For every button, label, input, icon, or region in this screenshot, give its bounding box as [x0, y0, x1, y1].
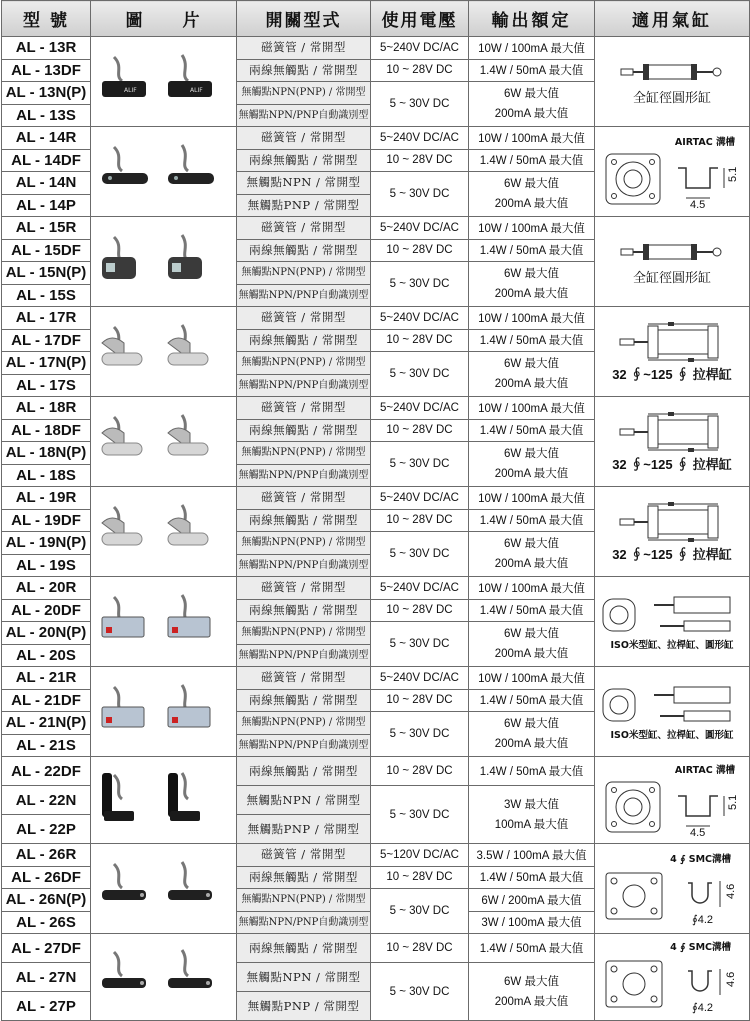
svg-text:ALIF: ALIF: [189, 86, 203, 94]
cylinder-label: 32 ∮~125 ∮ 拉桿缸: [612, 457, 732, 472]
model-cell: AL - 18S: [2, 464, 91, 487]
switch-type-cell: 無觸點NPN / 常開型: [237, 963, 371, 992]
svg-text:4.5: 4.5: [690, 827, 706, 838]
table-row: [2, 217, 750, 240]
voltage-cell: 5 ~ 30V DC: [371, 889, 469, 934]
output-cell: 1.4W / 50mA 最大值: [469, 149, 595, 172]
model-cell: AL - 15R: [2, 217, 91, 240]
switch-type-cell: 無觸點NPN/PNP自動識別型: [237, 374, 371, 397]
sensor-image: [91, 317, 236, 387]
model-cell: AL - 21DF: [2, 689, 91, 712]
model-cell: AL - 14DF: [2, 149, 91, 172]
output-cell: 1.4W / 50mA 最大值: [469, 419, 595, 442]
sensor-image: [91, 227, 236, 297]
model-cell: AL - 26R: [2, 844, 91, 867]
cylinder-label: AIRTAC 溝槽: [674, 765, 735, 776]
output-cell: 1.4W / 50mA 最大值: [469, 239, 595, 262]
svg-text:∮4.2: ∮4.2: [692, 913, 714, 926]
switch-type-cell: 無觸點NPN / 常開型: [237, 786, 371, 815]
switch-type-cell: 磁簧管 / 常開型: [237, 667, 371, 690]
switch-type-cell: 無觸點NPN(PNP) / 常開型: [237, 712, 371, 735]
cylinder-cell: [595, 844, 750, 934]
sensor-image: [91, 137, 236, 207]
voltage-cell: 5~240V DC/AC: [371, 397, 469, 420]
output-cell: 6W / 200mA 最大值: [469, 889, 595, 912]
output-power: 3W 最大值: [504, 798, 559, 811]
model-cell: AL - 20N(P): [2, 622, 91, 645]
switch-type-cell: 兩線無觸點 / 常開型: [237, 419, 371, 442]
voltage-cell: 10 ~ 28V DC: [371, 757, 469, 786]
output-power: 6W 最大值: [504, 178, 559, 190]
product-photo: [91, 667, 237, 757]
switch-type-cell: 無觸點PNP / 常開型: [237, 194, 371, 217]
output-cell: 1.4W / 50mA 最大值: [469, 689, 595, 712]
svg-text:4.6: 4.6: [725, 971, 737, 987]
output-cell: 10W / 100mA 最大值: [469, 397, 595, 420]
table-row: [2, 397, 750, 420]
output-cell: 10W / 100mA 最大值: [469, 577, 595, 600]
voltage-cell: 5 ~ 30V DC: [371, 442, 469, 487]
switch-type-cell: 兩線無觸點 / 常開型: [237, 239, 371, 262]
sensor-image: [91, 497, 236, 567]
switch-type-cell: 磁簧管 / 常開型: [237, 127, 371, 150]
cylinder-cell: [595, 487, 750, 577]
output-cell: [469, 352, 595, 397]
model-cell: AL - 22DF: [2, 757, 91, 786]
header-output: 輸出額定: [469, 1, 595, 37]
model-cell: AL - 27DF: [2, 934, 91, 963]
output-cell: 10W / 100mA 最大值: [469, 487, 595, 510]
voltage-cell: 5~240V DC/AC: [371, 667, 469, 690]
cylinder-label: ISO米型缸、拉桿缸、圓形缸: [610, 729, 734, 741]
table-row: [2, 487, 750, 510]
switch-type-cell: 兩線無觸點 / 常開型: [237, 866, 371, 889]
model-cell: AL - 19S: [2, 554, 91, 577]
model-cell: AL - 17N(P): [2, 352, 91, 375]
switch-type-cell: 兩線無觸點 / 常開型: [237, 149, 371, 172]
output-current: 100mA 最大值: [494, 818, 569, 831]
output-cell: 1.4W / 50mA 最大值: [469, 599, 595, 622]
voltage-cell: 10 ~ 28V DC: [371, 866, 469, 889]
output-power: 6W 最大值: [504, 268, 559, 280]
product-photo: [91, 577, 237, 667]
switch-type-cell: 磁簧管 / 常開型: [237, 577, 371, 600]
switch-type-cell: 無觸點PNP / 常開型: [237, 992, 371, 1021]
cylinder-cell: [595, 307, 750, 397]
model-cell: AL - 13N(P): [2, 82, 91, 105]
product-photo: [91, 757, 237, 844]
cylinder-cell: [595, 757, 750, 844]
cylinder-label: AIRTAC 溝槽: [674, 136, 735, 148]
output-cell: [469, 262, 595, 307]
table-row: [2, 934, 750, 963]
switch-type-cell: 磁簧管 / 常開型: [237, 307, 371, 330]
header-model: 型 號: [2, 1, 91, 37]
product-photo: [91, 127, 237, 217]
switch-type-cell: 兩線無觸點 / 常開型: [237, 599, 371, 622]
output-cell: 10W / 100mA 最大值: [469, 307, 595, 330]
voltage-cell: 5 ~ 30V DC: [371, 82, 469, 127]
product-photo: [91, 37, 237, 127]
model-cell: AL - 13S: [2, 104, 91, 127]
output-cell: 10W / 100mA 最大值: [469, 37, 595, 60]
svg-text:5.1: 5.1: [727, 166, 739, 182]
voltage-cell: 5~240V DC/AC: [371, 37, 469, 60]
smc-slot-diagram: [595, 865, 749, 927]
output-cell: 1.4W / 50mA 最大值: [469, 757, 595, 786]
model-cell: AL - 19DF: [2, 509, 91, 532]
model-cell: AL - 15DF: [2, 239, 91, 262]
cylinder-label: 4 ∮ SMC溝槽: [670, 942, 731, 953]
output-current: 200mA 最大值: [494, 648, 569, 660]
model-cell: AL - 26S: [2, 911, 91, 934]
voltage-cell: 5~240V DC/AC: [371, 487, 469, 510]
voltage-cell: 5 ~ 30V DC: [371, 352, 469, 397]
model-cell: AL - 13R: [2, 37, 91, 60]
sensor-image: [91, 47, 236, 117]
voltage-cell: 5~240V DC/AC: [371, 577, 469, 600]
output-cell: 1.4W / 50mA 最大值: [469, 59, 595, 82]
model-cell: AL - 19N(P): [2, 532, 91, 555]
airtac-slot-diagram: [595, 148, 749, 210]
sensor-image: [91, 765, 236, 835]
output-cell: [469, 532, 595, 577]
output-current: 200mA 最大值: [494, 288, 569, 300]
output-cell: 3.5W / 100mA 最大值: [469, 844, 595, 867]
voltage-cell: 10 ~ 28V DC: [371, 59, 469, 82]
svg-text:4.6: 4.6: [725, 883, 737, 899]
table-row: [2, 667, 750, 690]
model-cell: AL - 21R: [2, 667, 91, 690]
product-photo: [91, 487, 237, 577]
cylinder-label: 4 ∮ SMC溝槽: [670, 853, 731, 865]
switch-type-cell: 無觸點NPN/PNP自動識別型: [237, 644, 371, 667]
voltage-cell: 10 ~ 28V DC: [371, 419, 469, 442]
cylinder-cell: [595, 934, 750, 1021]
svg-text:ALIF: ALIF: [123, 86, 137, 94]
voltage-cell: 5 ~ 30V DC: [371, 963, 469, 1021]
output-current: 200mA 最大值: [494, 198, 569, 210]
output-current: 200mA 最大值: [494, 558, 569, 570]
model-cell: AL - 22P: [2, 815, 91, 844]
cylinder-label: 全缸徑圓形缸: [632, 91, 711, 106]
output-cell: 3W / 100mA 最大值: [469, 911, 595, 934]
smc-slot-diagram: [595, 953, 749, 1015]
output-cell: [469, 82, 595, 127]
model-cell: AL - 15S: [2, 284, 91, 307]
cylinder-cell: [595, 577, 750, 667]
output-power: 6W 最大值: [504, 975, 559, 988]
switch-type-cell: 無觸點NPN(PNP) / 常開型: [237, 262, 371, 285]
model-cell: AL - 14P: [2, 194, 91, 217]
voltage-cell: 5 ~ 30V DC: [371, 532, 469, 577]
table-row: [2, 127, 750, 150]
model-cell: AL - 13DF: [2, 59, 91, 82]
sensor-image: [91, 587, 236, 657]
model-cell: AL - 18R: [2, 397, 91, 420]
switch-type-cell: 無觸點NPN(PNP) / 常開型: [237, 532, 371, 555]
switch-type-cell: 兩線無觸點 / 常開型: [237, 59, 371, 82]
model-cell: AL - 26DF: [2, 866, 91, 889]
voltage-cell: 5~240V DC/AC: [371, 217, 469, 240]
model-cell: AL - 27N: [2, 963, 91, 992]
model-cell: AL - 18N(P): [2, 442, 91, 465]
voltage-cell: 5~240V DC/AC: [371, 307, 469, 330]
model-cell: AL - 20DF: [2, 599, 91, 622]
switch-type-cell: 磁簧管 / 常開型: [237, 397, 371, 420]
switch-type-cell: 無觸點NPN/PNP自動識別型: [237, 284, 371, 307]
output-cell: [469, 712, 595, 757]
svg-text:5.1: 5.1: [727, 794, 739, 810]
cylinder-label: 全缸徑圓形缸: [632, 271, 711, 286]
voltage-cell: 10 ~ 28V DC: [371, 934, 469, 963]
model-cell: AL - 20S: [2, 644, 91, 667]
output-current: 200mA 最大值: [494, 468, 569, 480]
voltage-cell: 10 ~ 28V DC: [371, 149, 469, 172]
model-cell: AL - 18DF: [2, 419, 91, 442]
voltage-cell: 10 ~ 28V DC: [371, 689, 469, 712]
sensor-image: [91, 677, 236, 747]
output-power: 6W 最大值: [504, 538, 559, 550]
voltage-cell: 5 ~ 30V DC: [371, 622, 469, 667]
product-photo: [91, 934, 237, 1021]
header-cylinder: 適用氣缸: [595, 1, 750, 37]
switch-type-cell: 磁簧管 / 常開型: [237, 844, 371, 867]
model-cell: AL - 17DF: [2, 329, 91, 352]
sensor-image: [91, 854, 236, 924]
product-photo: [91, 307, 237, 397]
output-current: 200mA 最大值: [494, 738, 569, 750]
output-power: 6W 最大值: [504, 718, 559, 730]
voltage-cell: 10 ~ 28V DC: [371, 599, 469, 622]
model-cell: AL - 14N: [2, 172, 91, 195]
voltage-cell: 5~120V DC/AC: [371, 844, 469, 867]
output-cell: 10W / 100mA 最大值: [469, 127, 595, 150]
switch-type-cell: 兩線無觸點 / 常開型: [237, 329, 371, 352]
svg-text:4.5: 4.5: [690, 198, 706, 210]
voltage-cell: 5~240V DC/AC: [371, 127, 469, 150]
switch-type-cell: 無觸點NPN(PNP) / 常開型: [237, 622, 371, 645]
cylinder-label: 32 ∮~125 ∮ 拉桿缸: [612, 547, 732, 562]
model-cell: AL - 19R: [2, 487, 91, 510]
switch-type-cell: 無觸點NPN(PNP) / 常開型: [237, 82, 371, 105]
product-photo: [91, 397, 237, 487]
table-row: [2, 37, 750, 60]
header-voltage: 使用電壓: [371, 1, 469, 37]
voltage-cell: 10 ~ 28V DC: [371, 329, 469, 352]
header-photo: 圖 片: [91, 1, 237, 37]
product-photo: [91, 844, 237, 934]
voltage-cell: 5 ~ 30V DC: [371, 712, 469, 757]
switch-type-cell: 無觸點NPN/PNP自動識別型: [237, 911, 371, 934]
output-cell: [469, 172, 595, 217]
output-power: 6W 最大值: [504, 448, 559, 460]
switch-type-cell: 兩線無觸點 / 常開型: [237, 757, 371, 786]
output-current: 200mA 最大值: [494, 108, 569, 120]
switch-type-cell: 無觸點NPN/PNP自動識別型: [237, 464, 371, 487]
table-row: [2, 577, 750, 600]
model-cell: AL - 22N: [2, 786, 91, 815]
switch-type-cell: 無觸點NPN/PNP自動識別型: [237, 104, 371, 127]
cylinder-label: ISO米型缸、拉桿缸、圓形缸: [610, 639, 734, 651]
sensor-image: [91, 407, 236, 477]
output-current: 200mA 最大值: [494, 995, 569, 1008]
switch-type-cell: 磁簧管 / 常開型: [237, 217, 371, 240]
model-cell: AL - 21S: [2, 734, 91, 757]
cylinder-cell: [595, 37, 750, 127]
voltage-cell: 5 ~ 30V DC: [371, 262, 469, 307]
switch-type-cell: 無觸點NPN/PNP自動識別型: [237, 734, 371, 757]
output-cell: 1.4W / 50mA 最大值: [469, 329, 595, 352]
cylinder-cell: [595, 217, 750, 307]
model-cell: AL - 17R: [2, 307, 91, 330]
model-cell: AL - 15N(P): [2, 262, 91, 285]
switch-type-cell: 無觸點NPN/PNP自動識別型: [237, 554, 371, 577]
output-current: 200mA 最大值: [494, 378, 569, 390]
switch-type-cell: 無觸點NPN(PNP) / 常開型: [237, 352, 371, 375]
table-row: [2, 307, 750, 330]
output-cell: 10W / 100mA 最大值: [469, 667, 595, 690]
output-cell: 1.4W / 50mA 最大值: [469, 934, 595, 963]
output-cell: [469, 963, 595, 1021]
table-row: [2, 757, 750, 786]
output-cell: [469, 622, 595, 667]
header-row: [2, 1, 750, 37]
voltage-cell: 5 ~ 30V DC: [371, 172, 469, 217]
cylinder-cell: [595, 667, 750, 757]
output-power: 6W 最大值: [504, 628, 559, 640]
switch-type-cell: 磁簧管 / 常開型: [237, 37, 371, 60]
product-photo: [91, 217, 237, 307]
model-cell: AL - 17S: [2, 374, 91, 397]
table-row: [2, 844, 750, 867]
switch-type-cell: 無觸點PNP / 常開型: [237, 815, 371, 844]
cylinder-cell: [595, 397, 750, 487]
switch-type-cell: 無觸點NPN(PNP) / 常開型: [237, 442, 371, 465]
model-cell: AL - 27P: [2, 992, 91, 1021]
header-switch-type: 開關型式: [237, 1, 371, 37]
model-cell: AL - 26N(P): [2, 889, 91, 912]
switch-type-cell: 無觸點NPN(PNP) / 常開型: [237, 889, 371, 912]
output-power: 6W 最大值: [504, 358, 559, 370]
output-cell: 10W / 100mA 最大值: [469, 217, 595, 240]
cylinder-cell: [595, 127, 750, 217]
cylinder-label: 32 ∮~125 ∮ 拉桿缸: [612, 367, 732, 382]
airtac-slot-diagram: [595, 776, 749, 838]
model-cell: AL - 14R: [2, 127, 91, 150]
output-cell: [469, 442, 595, 487]
switch-type-cell: 兩線無觸點 / 常開型: [237, 509, 371, 532]
output-power: 6W 最大值: [504, 88, 559, 100]
output-cell: 1.4W / 50mA 最大值: [469, 509, 595, 532]
switch-type-cell: 兩線無觸點 / 常開型: [237, 934, 371, 963]
model-cell: AL - 20R: [2, 577, 91, 600]
voltage-cell: 10 ~ 28V DC: [371, 509, 469, 532]
svg-text:∮4.2: ∮4.2: [692, 1002, 714, 1014]
voltage-cell: 10 ~ 28V DC: [371, 239, 469, 262]
output-cell: [469, 786, 595, 844]
switch-type-cell: 磁簧管 / 常開型: [237, 487, 371, 510]
model-cell: AL - 21N(P): [2, 712, 91, 735]
switch-type-cell: 兩線無觸點 / 常開型: [237, 689, 371, 712]
sensor-spec-table: [1, 0, 750, 1021]
sensor-image: [91, 942, 236, 1012]
output-cell: 1.4W / 50mA 最大值: [469, 866, 595, 889]
voltage-cell: 5 ~ 30V DC: [371, 786, 469, 844]
switch-type-cell: 無觸點NPN / 常開型: [237, 172, 371, 195]
